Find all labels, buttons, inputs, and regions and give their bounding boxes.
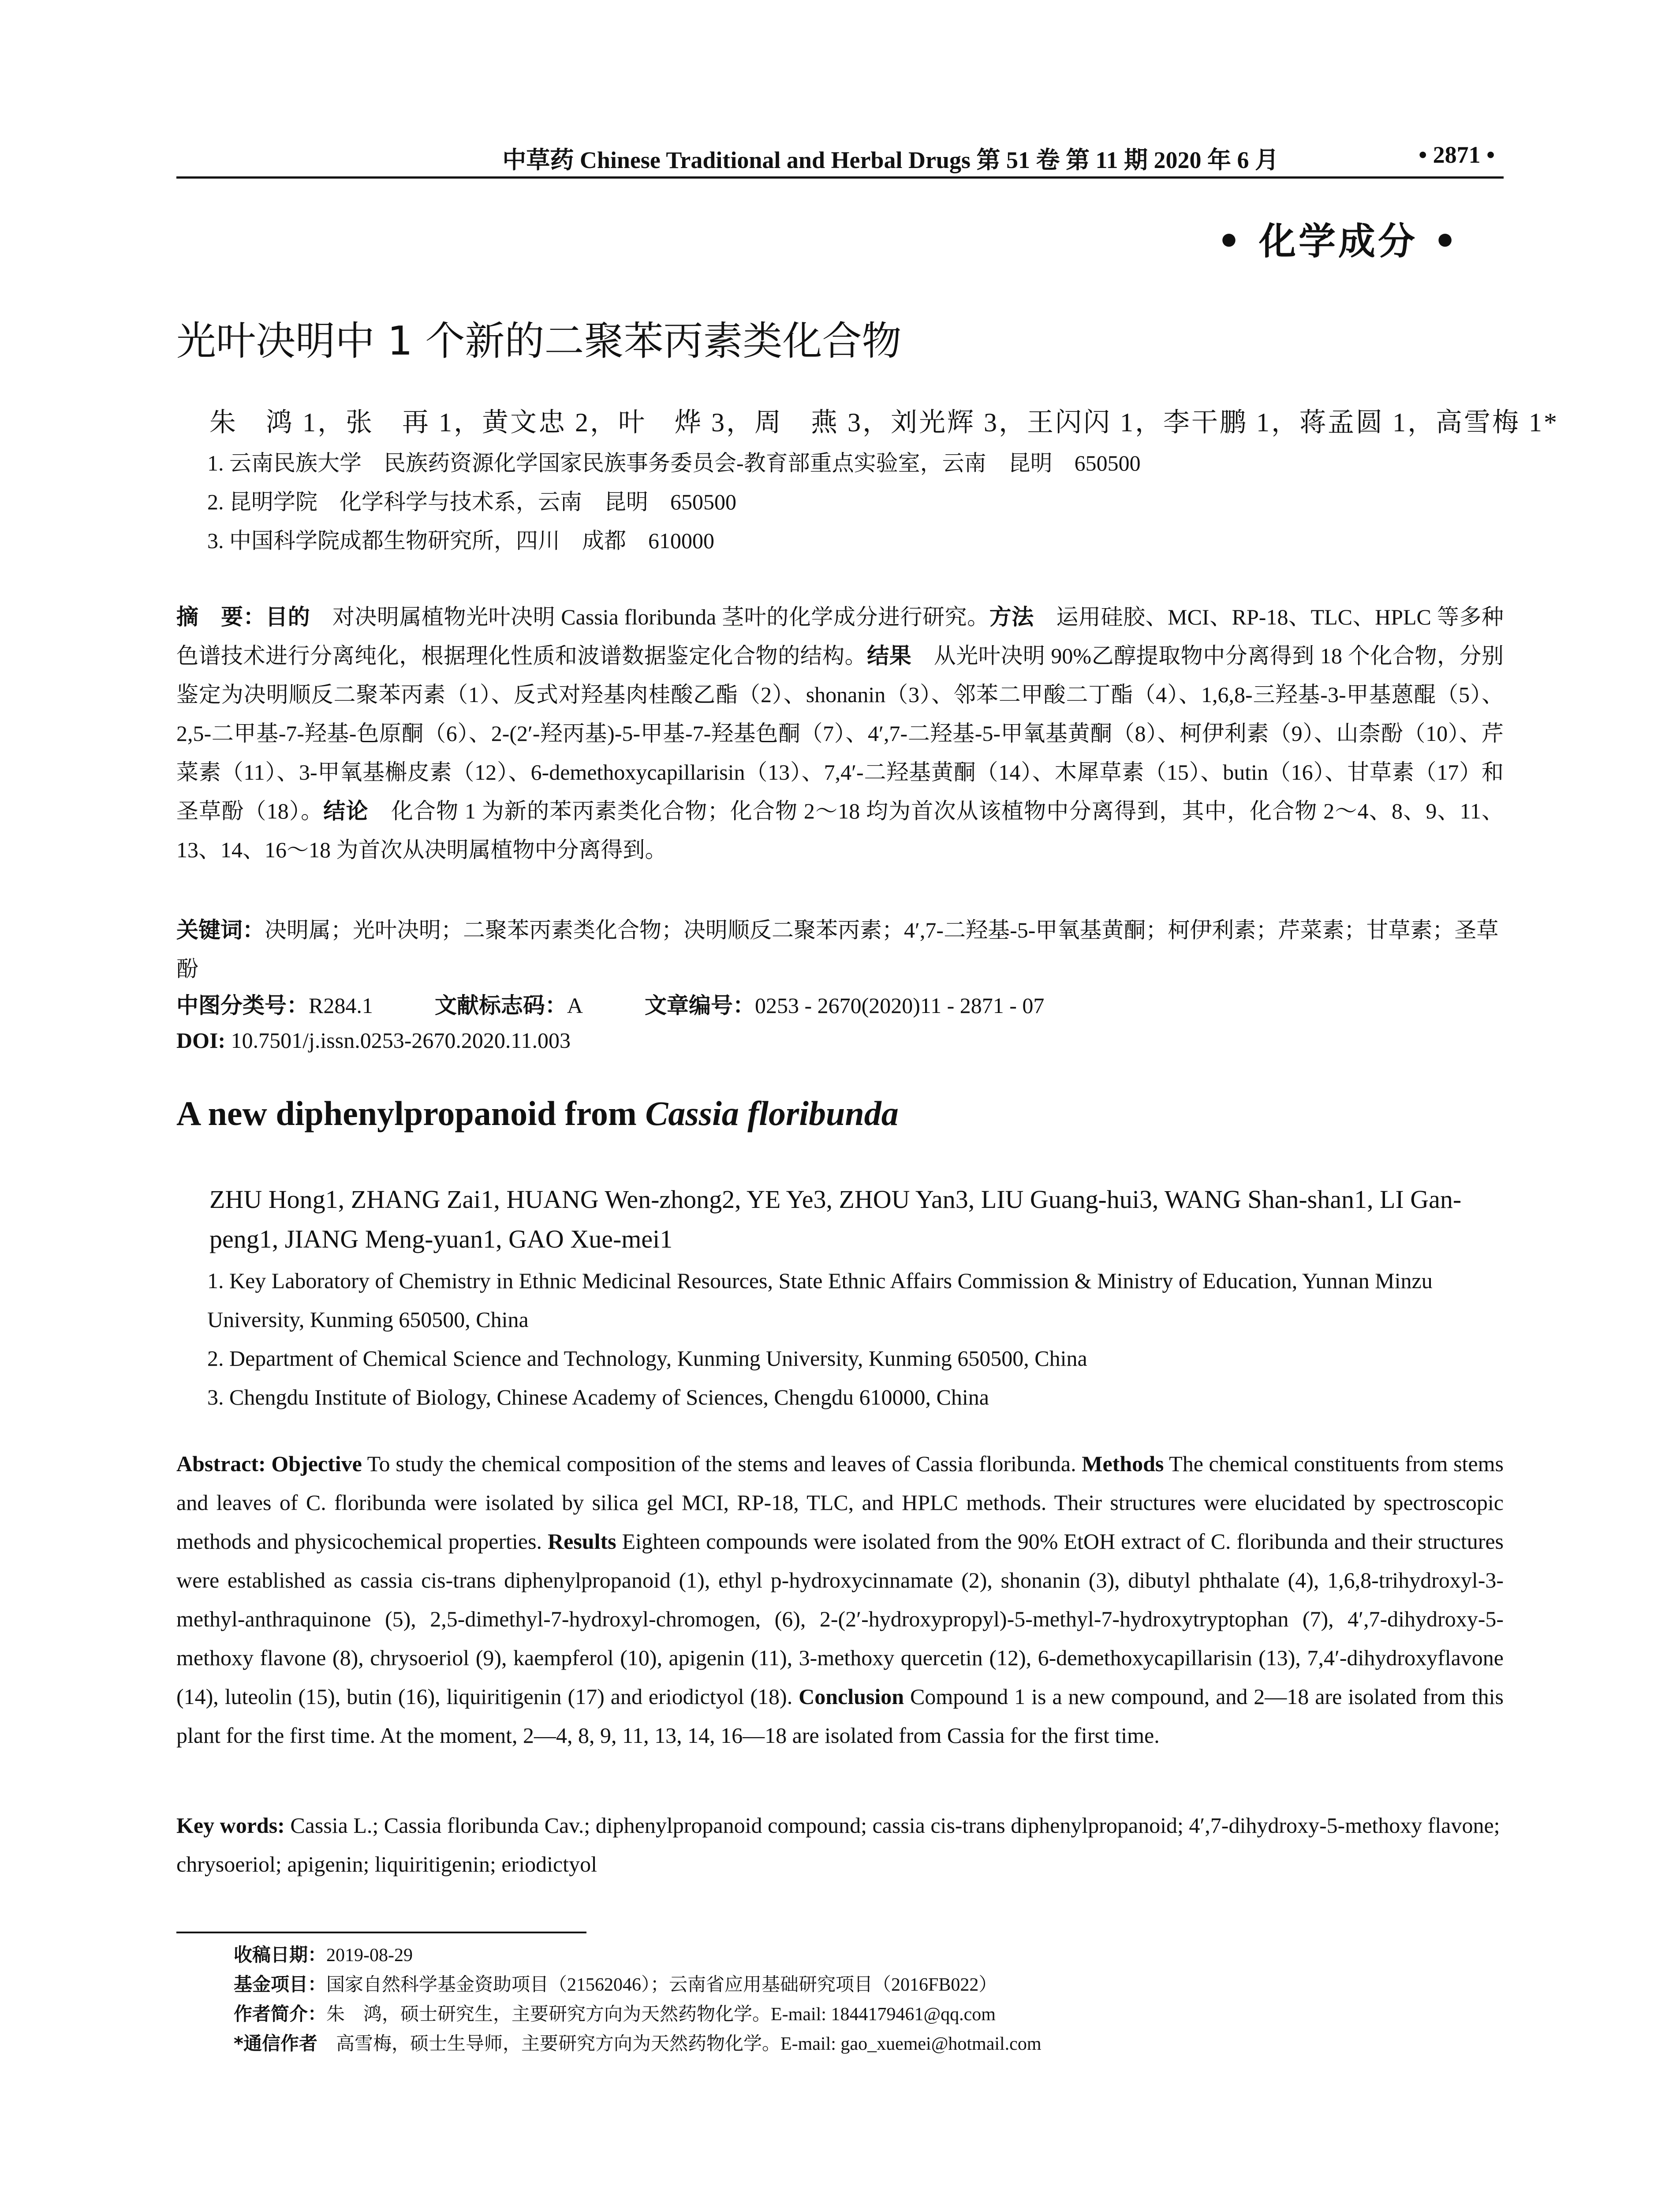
footnote-label: *通信作者 xyxy=(234,2033,336,2054)
abstract-label: 摘 要： xyxy=(176,604,266,630)
footnote-label: 作者简介： xyxy=(234,2003,327,2025)
conclusion-en-text: Compound 1 is a new compound, and 2—18 are isolated from this plant for the first time. At the moment, 2—4, 8, 9, 11, 13, 14, 16—18 are isolated from Cassia for the first time. xyxy=(176,1684,1504,1748)
abstract-english xyxy=(176,1444,1504,1755)
clc-label: 中图分类号： xyxy=(176,993,309,1018)
footnote-text: 朱 鸿，硕士研究生，主要研究方向为天然药物化学。E-mail: 1844179461@qq.com xyxy=(326,2004,996,2025)
footnote-received xyxy=(234,1940,1042,1970)
doc-code-value: A xyxy=(567,993,583,1018)
footnote-author-bio xyxy=(234,1999,1042,2029)
objective-label: 目的 xyxy=(265,604,310,630)
affiliation-cn-2: 2. 昆明学院 化学科学与技术系，云南 昆明 650500 xyxy=(207,490,736,514)
conclusion-text: 化合物 1 为新的苯丙素类化合物；化合物 2～18 均为首次从该植物中分离得到，其中，化合物 2～4、8、9、11、13、14、16～18 为首次从决明属植物中分离得到。 xyxy=(176,799,1504,862)
methods-en-label: Methods xyxy=(1082,1451,1164,1476)
affiliation-cn-1: 1. 云南民族大学 民族药资源化学国家民族事务委员会-教育部重点实验室，云南 昆明 650500 xyxy=(207,451,1141,475)
classification-line xyxy=(176,988,1044,1020)
title-english xyxy=(176,1094,899,1133)
running-header xyxy=(176,141,1504,179)
results-text: 从光叶决明 90%乙醇提取物中分离得到 18 个化合物，分别鉴定为决明顺反二聚苯丙素（1）、反式对羟基肉桂酸乙酯（2）、shonanin（3）、邻苯二甲酸二丁酯（4）、1,6,8-三羟基-3-甲基蒽醌（5）、2,5-二甲基-7-羟基-色原酮（6）、2-(2′-羟丙基)-5-甲基-7-羟基色酮（7）、4′,7-二羟基-5-甲氧基黄酮（8）、柯伊利素（9）、山柰酚（10）、芹菜素（11）、3-甲氧基槲皮素（12）、6-demethoxycapillarisin（13）、7,4′-二羟基黄酮（14）、木犀草素（15）、butin（16）、甘草素（17）和圣草酚（18）。 xyxy=(176,643,1504,823)
methods-label: 方法 xyxy=(989,604,1034,630)
affiliation-en-1: 1. Key Laboratory of Chemistry in Ethnic Medicinal Resources, State Ethnic Affairs Commission & Ministry of Education, Yunnan Minzu University, Kunming 650500, China xyxy=(207,1268,1433,1332)
results-label: 结果 xyxy=(867,643,912,669)
affiliation-en-2: 2. Department of Chemical Science and Technology, Kunming University, Kunming 650500, China xyxy=(207,1346,1087,1371)
affiliation-en-3: 3. Chengdu Institute of Biology, Chinese Academy of Sciences, Chengdu 610000, China xyxy=(207,1385,989,1409)
affiliation-cn-3: 3. 中国科学院成都生物研究所，四川 成都 610000 xyxy=(207,528,714,553)
objective-en-text: To study the chemical composition of the stems and leaves of Cassia floribunda. xyxy=(362,1451,1082,1476)
footnotes xyxy=(234,1940,1042,2059)
authors-english: ZHU Hong1, ZHANG Zai1, HUANG Wen-zhong2, YE Ye3, ZHOU Yan3, LIU Guang-hui3, WANG Shan-shan1, LI Gan-peng1, JIANG Meng-yuan1, GAO Xue-mei1 xyxy=(209,1185,1462,1253)
methods-text: 运用硅胶、MCI、RP-18、TLC、HPLC 等多种色谱技术进行分离纯化，根据理化性质和波谱数据鉴定化合物的结构。 xyxy=(176,605,1504,668)
keywords-label: 关键词： xyxy=(176,917,265,943)
article-no-value: 0253 - 2670(2020)11 - 2871 - 07 xyxy=(754,993,1045,1018)
article-no-label: 文章编号： xyxy=(644,993,755,1018)
keywords-en-label: Key words: xyxy=(176,1813,285,1838)
footnote-text: 高雪梅，硕士生导师，主要研究方向为天然药物化学。E-mail: gao_xuemei@hotmail.com xyxy=(336,2034,1042,2054)
keywords-chinese xyxy=(176,911,1504,988)
conclusion-label: 结论 xyxy=(323,798,369,824)
footnote-funding xyxy=(234,1970,1042,1999)
conclusion-en-label: Conclusion xyxy=(799,1684,904,1709)
authors-chinese: 朱 鸿 1，张 再 1，黄文忠 2，叶 烨 3，周 燕 3，刘光辉 3，王闪闪 1，李干鹏 1，蒋孟圆 1，高雪梅 1* xyxy=(209,408,1559,437)
results-en-label: Results xyxy=(548,1529,616,1554)
clc-value: R284.1 xyxy=(309,993,373,1018)
journal-info: 中草药 Chinese Traditional and Herbal Drugs 第 51 卷 第 11 期 2020 年 6 月 xyxy=(502,147,1279,173)
footnote-label: 基金项目： xyxy=(234,1973,327,1995)
keywords-en-text: Cassia L.; Cassia floribunda Cav.; diphenylpropanoid compound; cassia cis-trans diphenylpropanoid; 4′,7-dihydroxy-5-methoxy flavone; chrysoeriol; apigenin; liquiritigenin; eriodictyol xyxy=(176,1813,1500,1876)
doi-link[interactable]: 10.7501/j.issn.0253-2670.2020.11.003 xyxy=(225,1028,571,1053)
footnote-divider xyxy=(176,1932,586,1933)
doi-label: DOI: xyxy=(176,1028,226,1053)
methods-en-text: The chemical constituents from stems and leaves of C. floribunda were isolated by silica gel MCI, RP-18, TLC, and HPLC methods. Their structures were elucidated by spectroscopic methods and physicochemical properties. xyxy=(176,1451,1504,1554)
title-en-main: A new diphenylpropanoid from xyxy=(176,1094,646,1132)
doc-code-label: 文献标志码： xyxy=(434,993,567,1018)
footnote-corresponding xyxy=(234,2029,1042,2059)
keywords-english xyxy=(176,1806,1504,1884)
results-en-text: Eighteen compounds were isolated from the 90% EtOH extract of C. floribunda and their structures were established as cassia cis-trans diphenylpropanoid (1), ethyl p-hydroxycinnamate (2), shonanin (3), dibutyl phthalate (4), 1,6,8-trihydroxyl-3-methyl-anthraquinone (5), 2,5-dimethyl-7-hydroxyl-chromogen, (6), 2-(2′-hydroxypropyl)-5-methyl-7-hydroxytryptophan (7), 4′,7-dihydroxy-5-methoxy flavone (8), chrysoeriol (9), kaempferol (10), apigenin (11), 3-methoxy quercetin (12), 6-demethoxycapillarisin (13), 7,4′-dihydroxyflavone (14), luteolin (15), butin (16), liquiritigenin (17) and eriodictyol (18). xyxy=(176,1529,1504,1709)
footnote-text: 国家自然科学基金资助项目（21562046）；云南省应用基础研究项目（2016FB022） xyxy=(326,1975,997,1995)
doi-line xyxy=(176,1028,571,1053)
title-en-species: Cassia floribunda xyxy=(645,1094,899,1132)
abstract-en-label: Abstract: Objective xyxy=(176,1451,362,1476)
title-chinese: 光叶决明中 1 个新的二聚苯丙素类化合物 xyxy=(176,318,902,364)
section-tag: • 化学成分 • xyxy=(1217,220,1460,263)
keywords-text: 决明属；光叶决明；二聚苯丙素类化合物；决明顺反二聚苯丙素；4′,7-二羟基-5-甲氧基黄酮；柯伊利素；芹菜素；甘草素；圣草酚 xyxy=(176,918,1499,981)
abstract-chinese xyxy=(176,598,1504,869)
footnote-label: 收稿日期： xyxy=(234,1944,327,1966)
page-number: • 2871 • xyxy=(1419,142,1495,168)
footnote-text: 2019-08-29 xyxy=(326,1945,413,1966)
objective-text: 对决明属植物光叶决明 Cassia floribunda 茎叶的化学成分进行研究。 xyxy=(310,605,989,629)
